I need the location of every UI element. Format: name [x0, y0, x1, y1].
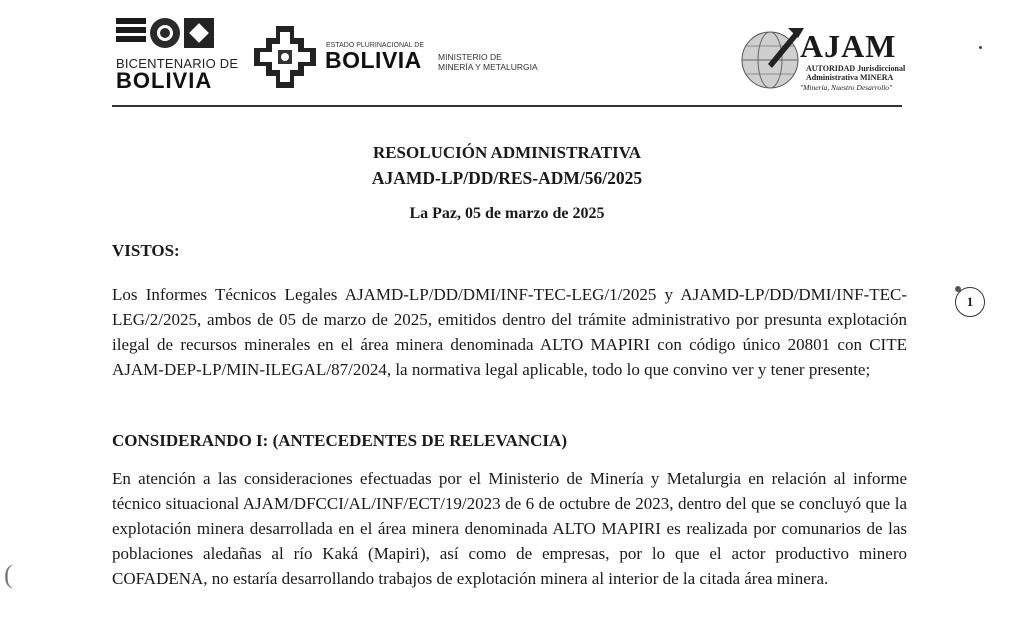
ministerio-line2: MINERÍA Y METALURGIA	[438, 62, 538, 72]
ajam-name: AJAM	[800, 28, 897, 64]
scan-edge-mark: (	[4, 560, 13, 589]
page-number-stamp: 1	[955, 287, 985, 317]
stripes-icon	[116, 18, 146, 48]
bicentenario-logo	[116, 18, 239, 93]
estado-line2: BOLIVIA	[325, 47, 422, 73]
bicentenario-emblems	[116, 18, 224, 54]
bicentenario-line2: BOLIVIA	[116, 68, 213, 93]
resolution-number: AJAMD-LP/DD/RES-ADM/56/2025	[371, 168, 643, 188]
diamond-icon	[184, 18, 214, 48]
spiral-icon	[150, 18, 180, 48]
resolution-date: La Paz, 05 de marzo de 2025	[409, 205, 605, 222]
ajam-slogan: "Minería, Nuestro Desarrollo"	[800, 83, 893, 92]
ministerio-line1: MINISTERIO DE	[438, 52, 502, 62]
vistos-heading: VISTOS:	[112, 241, 180, 260]
estado-line1: ESTADO PLURINACIONAL DE	[326, 42, 425, 49]
chakana-emblem-icon	[252, 24, 318, 90]
scan-speck	[979, 46, 982, 49]
header-divider	[112, 105, 902, 107]
ajam-subtitle1: AUTORIDAD Jurisdiccional	[806, 64, 906, 73]
considerando-heading: CONSIDERANDO I: (ANTECEDENTES DE RELEVANCIA)	[112, 431, 567, 450]
ajam-globe-icon	[738, 24, 806, 92]
considerando-paragraph: En atención a las consideraciones efectuadas por el Ministerio de Minería y Metalurgia en relación al informe técnico situacional AJAM/DFCCI/AL/INF/ECT/19/2023 de 6 de octubre de 2023, dentro del que se concluyó que la explotación minera desarrollada en el área minera denominada ALTO MAPIRI es realizada por comunarios de las poblaciones aledañas al río Kaká (Mapiri), así como de empresas, por lo que el actor productivo minero COFADENA, no estaría desarrollando trabajos de explotación minera al interior de la citada área minera.	[112, 469, 907, 588]
bicentenario-line1: BICENTENARIO DE	[116, 56, 239, 71]
ajam-subtitle2: Administrativa MINERA	[806, 73, 894, 82]
vistos-paragraph: Los Informes Técnicos Legales AJAMD-LP/DD/DMI/INF-TEC-LEG/1/2025 y AJAMD-LP/DD/DMI/INF-TEC-LEG/2/2025, ambos de 05 de marzo de 2025, emitidos dentro del trámite administrativo por presunta explotación ilegal de recursos minerales en el área minera denominada ALTO MAPIRI con código único 20801 con CITE AJAM-DEP-LP/MIN-ILEGAL/87/2024, la normativa legal aplicable, todo lo que convino ver y tener presente;	[112, 285, 907, 379]
resolution-title: RESOLUCIÓN ADMINISTRATIVA	[372, 143, 642, 162]
